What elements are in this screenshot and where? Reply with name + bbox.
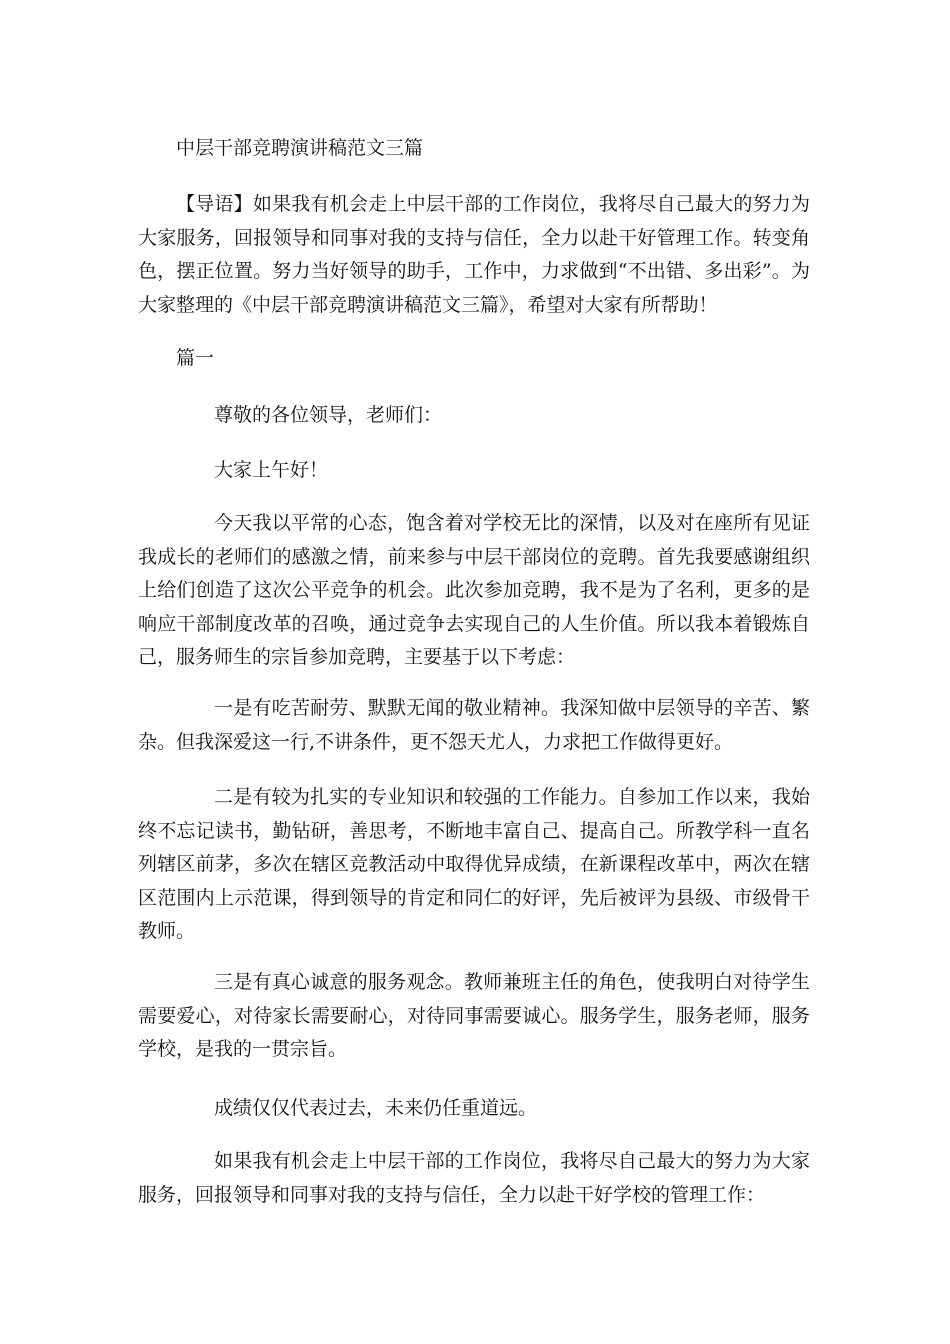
body-paragraph-1: 今天我以平常的心态，饱含着对学校无比的深情，以及对在座所有见证我成长的老师们的感激之情，前来参与中层干部岗位的竞聘。首先我要感谢组织上给们创造了这次公平竞争的机会。此次参加竞聘，我不是为了名利，更多的是响应干部制度改革的召唤，通过竞争去实现自己的人生价值。所以我本着锻炼自己，服务师生的宗旨参加竞聘，主要基于以下考虑： — [138, 512, 810, 669]
document-title: 中层干部竞聘演讲稿范文三篇 — [176, 137, 424, 159]
body-paragraph-4: 三是有真心诚意的服务观念。教师兼班主任的角色，使我明白对待学生需要爱心，对待家长需要耐心，对待同事需要诚心。服务学生，服务老师，服务学校，是我的一贯宗旨。 — [138, 971, 810, 1061]
closing-line: 成绩仅仅代表过去，未来仍任重道远。 — [214, 1097, 538, 1119]
greeting: 大家上午好！ — [214, 459, 329, 481]
salutation: 尊敬的各位领导，老师们： — [214, 404, 443, 426]
section-heading: 篇一 — [176, 347, 215, 369]
body-paragraph-3: 二是有较为扎实的专业知识和较强的工作能力。自参加工作以来，我始终不忘记读书，勤钻研，善思考，不断地丰富自己、提高自己。所教学科一直名列辖区前茅，多次在辖区竞教活动中取得优异成绩，在新课程改革中，两次在辖区范围内上示范课，得到领导的肯定和同仁的好评，先后被评为县级、市级骨干教师。 — [138, 786, 810, 943]
intro-paragraph: 【导语】如果我有机会走上中层干部的工作岗位，我将尽自己最大的努力为大家服务，回报领导和同事对我的支持与信任，全力以赴干好管理工作。转变角色，摆正位置。努力当好领导的助手，工作中，力求做到“不出错、多出彩”。为大家整理的《中层干部竞聘演讲稿范文三篇》，希望对大家有所帮助！ — [138, 193, 810, 316]
body-paragraph-2: 一是有吃苦耐劳、默默无闻的敬业精神。我深知做中层领导的辛苦、繁杂。但我深爱这一行,不讲条件，更不怨天尤人，力求把工作做得更好。 — [138, 697, 810, 753]
final-paragraph: 如果我有机会走上中层干部的工作岗位，我将尽自己最大的努力为大家服务，回报领导和同事对我的支持与信任，全力以赴干好学校的管理工作： — [138, 1150, 810, 1206]
